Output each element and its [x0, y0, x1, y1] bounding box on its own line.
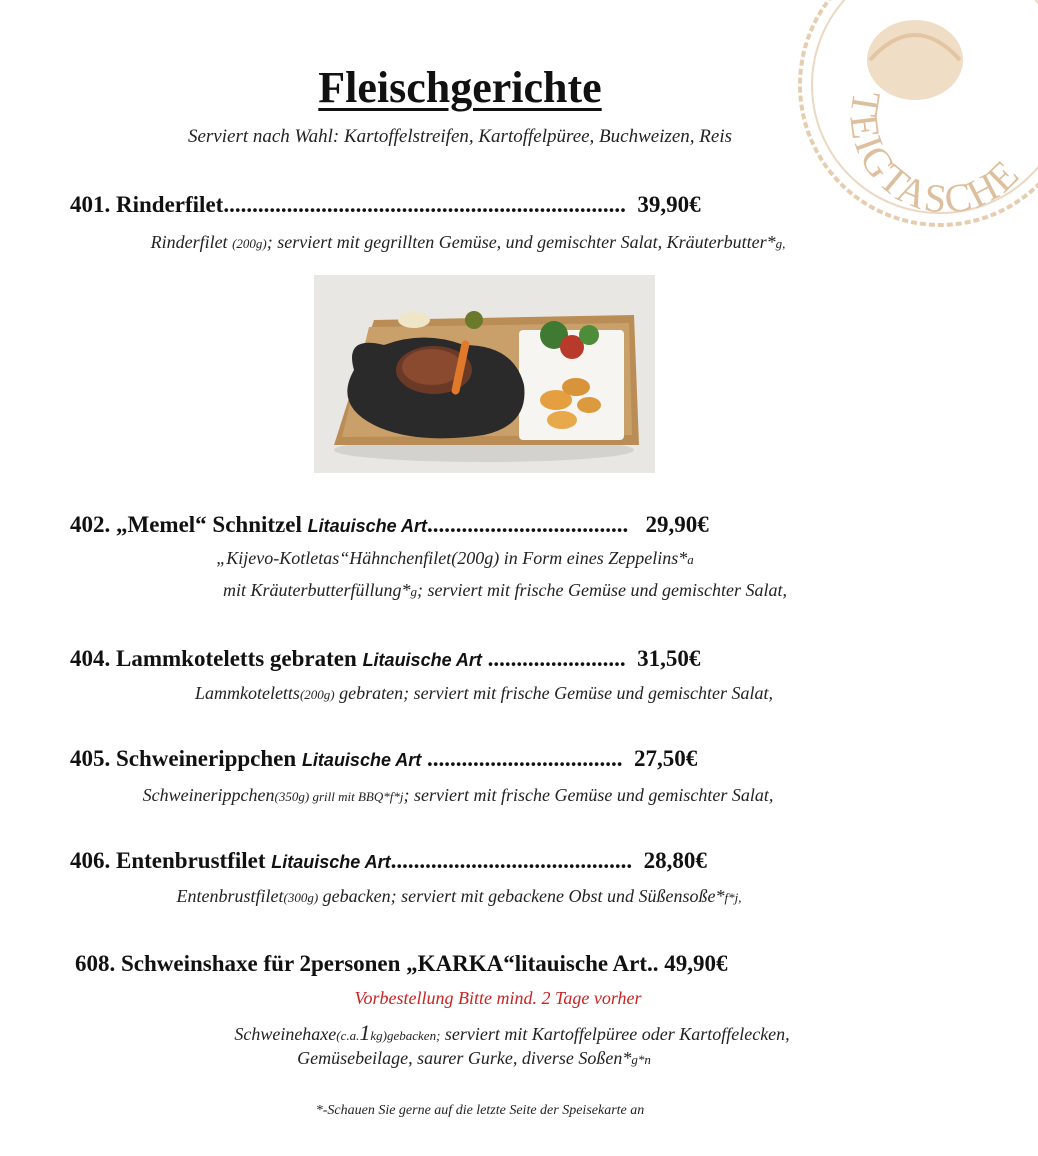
item-dots: ......................................................................: [223, 192, 626, 217]
item-name: 402. „Memel“ Schnitzel: [70, 512, 308, 537]
logo-text: TEIGTASCHE: [841, 88, 1029, 223]
item-description: Schweinehaxe(c.a.1kg)gebacken; serviert mit Kartoffelpüree oder Kartoffelecken,: [234, 1020, 790, 1045]
item-price: 29,90€: [645, 512, 709, 537]
item-description: „Kijevo-Kotletas“Hähnchenfilet(200g) in Form eines Zeppelins*a: [216, 548, 694, 568]
item-dots: ..........................................: [390, 848, 633, 873]
item-price: 28,80€: [643, 848, 707, 873]
item-description: Gemüsebeilage, saurer Gurke, diverse Soßen*g*n: [297, 1048, 651, 1068]
preorder-note: Vorbestellung Bitte mind. 2 Tage vorher: [354, 988, 642, 1008]
item-style: Litauische Art: [271, 852, 391, 872]
item-name: 608. Schweinshaxe für 2personen „KARKA“litauische Art..: [75, 951, 665, 976]
item-price: 27,50€: [634, 746, 698, 771]
item-price: 49,90€: [664, 951, 728, 976]
item-dots: ........................: [481, 646, 626, 671]
item-description: Schweinerippchen(350g) grill mit BBQ*f*j; serviert mit frische Gemüse und gemischter Salat,: [142, 785, 774, 805]
item-name: 406. Entenbrustfilet: [70, 848, 272, 873]
item-style: Litauische Art: [307, 516, 427, 536]
footnote: *-Schauen Sie gerne auf die letzte Seite der Speisekarte an: [315, 1103, 645, 1118]
item-dots: ...................................: [426, 512, 629, 537]
item-name: 401. Rinderfilet: [70, 192, 224, 217]
item-price: 39,90€: [637, 192, 701, 217]
item-name: 404. Lammkoteletts gebraten: [70, 646, 363, 671]
item-description: Rinderfilet (200g); serviert mit gegrillten Gemüse, und gemischter Salat, Kräuterbutter*g,: [150, 232, 786, 252]
item-dots: ..................................: [421, 746, 623, 771]
item-description: mit Kräuterbutterfüllung*g; serviert mit frische Gemüse und gemischter Salat,: [223, 580, 787, 600]
item-description: Entenbrustfilet(300g) gebacken; serviert mit gebackene Obst und Süßensoße*f*j,: [176, 886, 742, 906]
page-title: Fleischgerichte: [318, 63, 602, 112]
item-price: 31,50€: [637, 646, 701, 671]
dish-photo: [314, 275, 655, 473]
item-style: Litauische Art: [301, 750, 422, 770]
menu-item-405: [70, 746, 850, 772]
menu-item-404: [70, 646, 850, 672]
item-description: Lammkoteletts(200g) gebraten; serviert mit frische Gemüse und gemischter Salat,: [194, 683, 774, 703]
page-subtitle: Serviert nach Wahl: Kartoffelstreifen, Kartoffelpüree, Buchweizen, Reis: [187, 126, 733, 147]
menu-item-402: [70, 512, 850, 538]
menu-item-608: [75, 951, 855, 977]
menu-item-401: [70, 192, 850, 218]
item-style: Litauische Art: [362, 650, 482, 670]
item-name: 405. Schweinerippchen: [70, 746, 302, 771]
menu-item-406: [70, 848, 850, 874]
